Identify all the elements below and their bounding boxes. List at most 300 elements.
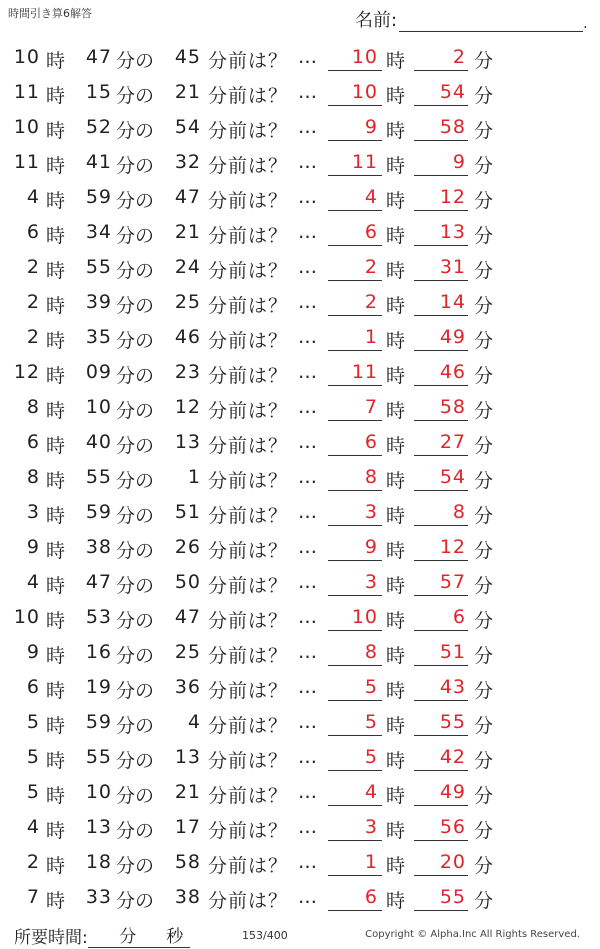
hour-unit: 時: [46, 575, 66, 597]
answer-minute: 56: [439, 816, 466, 838]
answer-hour: 3: [364, 816, 378, 838]
problem-minute: 15: [85, 81, 112, 103]
problem-hour: 9: [26, 536, 40, 558]
problem-row: [0, 670, 600, 705]
before-question: 分前は？: [208, 190, 289, 212]
elapsed-time-field: [14, 922, 190, 948]
hour-unit: 時: [46, 505, 66, 527]
subtract-minutes: 36: [174, 676, 201, 698]
answer-hour-underline: [328, 70, 382, 71]
problem-minute: 55: [85, 746, 112, 768]
answer-minute-unit: 分: [474, 680, 494, 702]
minutes-label: 分: [119, 927, 137, 947]
answer-hour-unit: 時: [386, 680, 406, 702]
answer-hour-underline: [328, 595, 382, 596]
ellipsis: …: [298, 746, 317, 768]
answer-minute: 8: [452, 501, 466, 523]
answer-hour-underline: [328, 910, 382, 911]
answer-minute-unit: 分: [474, 890, 494, 912]
answer-minute-underline: [414, 420, 468, 421]
problem-hour: 2: [26, 851, 40, 873]
before-question: 分前は？: [208, 890, 289, 912]
hour-unit: 時: [46, 750, 66, 772]
ellipsis: …: [298, 81, 317, 103]
problem-hour: 4: [26, 186, 40, 208]
answer-hour: 5: [364, 676, 378, 698]
answer-minute: 49: [439, 781, 466, 803]
minute-unit: 分の: [116, 365, 155, 387]
answer-hour-unit: 時: [386, 750, 406, 772]
answer-hour-unit: 時: [386, 400, 406, 422]
hour-unit: 時: [46, 435, 66, 457]
problem-row: [0, 320, 600, 355]
hour-unit: 時: [46, 645, 66, 667]
ellipsis: …: [298, 781, 317, 803]
ellipsis: …: [298, 186, 317, 208]
answer-minute-underline: [414, 525, 468, 526]
problem-minute: 10: [85, 781, 112, 803]
answer-minute: 54: [439, 466, 466, 488]
problem-minute: 35: [85, 326, 112, 348]
problem-hour: 5: [26, 746, 40, 768]
answer-minute: 20: [439, 851, 466, 873]
answer-minute-underline: [414, 770, 468, 771]
answer-minute-unit: 分: [474, 750, 494, 772]
hour-unit: 時: [46, 400, 66, 422]
problem-row: [0, 215, 600, 250]
worksheet-title: 時間引き算6解答: [8, 7, 92, 20]
minute-unit: 分の: [116, 715, 155, 737]
answer-hour: 6: [364, 431, 378, 453]
name-end-dot: .: [583, 16, 588, 32]
answer-hour-unit: 時: [386, 365, 406, 387]
ellipsis: …: [298, 466, 317, 488]
answer-hour-unit: 時: [386, 435, 406, 457]
name-field: [355, 6, 588, 32]
problem-list: [0, 40, 600, 915]
problem-hour: 10: [13, 116, 40, 138]
answer-hour-underline: [328, 175, 382, 176]
minute-unit: 分の: [116, 260, 155, 282]
subtract-minutes: 32: [174, 151, 201, 173]
minute-unit: 分の: [116, 855, 155, 877]
answer-hour: 8: [364, 466, 378, 488]
hour-unit: 時: [46, 260, 66, 282]
answer-minute-underline: [414, 105, 468, 106]
answer-minute-unit: 分: [474, 190, 494, 212]
answer-hour: 8: [364, 641, 378, 663]
answer-hour: 4: [364, 781, 378, 803]
problem-minute: 38: [85, 536, 112, 558]
ellipsis: …: [298, 151, 317, 173]
subtract-minutes: 1: [187, 466, 201, 488]
answer-minute-underline: [414, 840, 468, 841]
problem-row: [0, 495, 600, 530]
before-question: 分前は？: [208, 645, 289, 667]
before-question: 分前は？: [208, 155, 289, 177]
before-question: 分前は？: [208, 505, 289, 527]
page-number: 153/400: [242, 929, 288, 942]
answer-hour-unit: 時: [386, 610, 406, 632]
answer-hour: 9: [364, 536, 378, 558]
subtract-minutes: 38: [174, 886, 201, 908]
ellipsis: …: [298, 606, 317, 628]
subtract-minutes: 45: [174, 46, 201, 68]
minutes-blank: [88, 922, 142, 948]
answer-minute: 55: [439, 711, 466, 733]
answer-minute: 54: [439, 81, 466, 103]
answer-minute-underline: [414, 70, 468, 71]
subtract-minutes: 4: [187, 711, 201, 733]
before-question: 分前は？: [208, 85, 289, 107]
seconds-blank: [142, 922, 190, 948]
problem-row: [0, 390, 600, 425]
answer-minute: 51: [439, 641, 466, 663]
minute-unit: 分の: [116, 470, 155, 492]
answer-minute: 13: [439, 221, 466, 243]
answer-hour: 7: [364, 396, 378, 418]
answer-hour-underline: [328, 385, 382, 386]
hour-unit: 時: [46, 50, 66, 72]
answer-hour: 2: [364, 256, 378, 278]
problem-minute: 41: [85, 151, 112, 173]
answer-minute-unit: 分: [474, 785, 494, 807]
problem-minute: 52: [85, 116, 112, 138]
answer-hour: 6: [364, 886, 378, 908]
answer-hour-unit: 時: [386, 715, 406, 737]
answer-hour: 2: [364, 291, 378, 313]
subtract-minutes: 17: [174, 816, 201, 838]
ellipsis: …: [298, 256, 317, 278]
answer-minute-underline: [414, 875, 468, 876]
hour-unit: 時: [46, 820, 66, 842]
answer-minute-underline: [414, 560, 468, 561]
answer-hour-unit: 時: [386, 85, 406, 107]
answer-minute: 43: [439, 676, 466, 698]
answer-minute-unit: 分: [474, 155, 494, 177]
problem-row: [0, 75, 600, 110]
minute-unit: 分の: [116, 610, 155, 632]
problem-row: [0, 145, 600, 180]
answer-hour-underline: [328, 770, 382, 771]
ellipsis: …: [298, 431, 317, 453]
answer-hour-unit: 時: [386, 155, 406, 177]
subtract-minutes: 21: [174, 221, 201, 243]
answer-hour-underline: [328, 525, 382, 526]
hour-unit: 時: [46, 890, 66, 912]
problem-row: [0, 775, 600, 810]
before-question: 分前は？: [208, 120, 289, 142]
answer-minute: 27: [439, 431, 466, 453]
problem-row: [0, 250, 600, 285]
answer-hour-unit: 時: [386, 120, 406, 142]
problem-minute: 59: [85, 711, 112, 733]
before-question: 分前は？: [208, 855, 289, 877]
answer-minute-underline: [414, 490, 468, 491]
answer-hour-underline: [328, 875, 382, 876]
subtract-minutes: 13: [174, 746, 201, 768]
before-question: 分前は？: [208, 225, 289, 247]
answer-hour: 11: [351, 361, 378, 383]
problem-minute: 47: [85, 571, 112, 593]
answer-minute: 58: [439, 396, 466, 418]
subtract-minutes: 51: [174, 501, 201, 523]
subtract-minutes: 23: [174, 361, 201, 383]
answer-minute-underline: [414, 700, 468, 701]
ellipsis: …: [298, 571, 317, 593]
answer-hour: 11: [351, 151, 378, 173]
answer-hour: 1: [364, 851, 378, 873]
problem-hour: 8: [26, 466, 40, 488]
problem-minute: 18: [85, 851, 112, 873]
answer-hour: 1: [364, 326, 378, 348]
before-question: 分前は？: [208, 540, 289, 562]
minute-unit: 分の: [116, 85, 155, 107]
answer-minute-unit: 分: [474, 85, 494, 107]
hour-unit: 時: [46, 190, 66, 212]
answer-minute-underline: [414, 595, 468, 596]
ellipsis: …: [298, 501, 317, 523]
problem-minute: 59: [85, 501, 112, 523]
problem-minute: 55: [85, 256, 112, 278]
answer-minute-unit: 分: [474, 645, 494, 667]
problem-hour: 9: [26, 641, 40, 663]
answer-hour-unit: 時: [386, 50, 406, 72]
minute-unit: 分の: [116, 680, 155, 702]
answer-minute-underline: [414, 140, 468, 141]
before-question: 分前は？: [208, 610, 289, 632]
minute-unit: 分の: [116, 505, 155, 527]
before-question: 分前は？: [208, 365, 289, 387]
name-label: 名前:: [355, 10, 398, 31]
problem-minute: 47: [85, 46, 112, 68]
answer-minute-unit: 分: [474, 820, 494, 842]
problem-hour: 2: [26, 326, 40, 348]
ellipsis: …: [298, 711, 317, 733]
answer-minute-underline: [414, 805, 468, 806]
minute-unit: 分の: [116, 295, 155, 317]
answer-hour-unit: 時: [386, 505, 406, 527]
answer-minute-underline: [414, 665, 468, 666]
answer-minute-underline: [414, 910, 468, 911]
answer-minute-underline: [414, 455, 468, 456]
answer-minute-unit: 分: [474, 330, 494, 352]
answer-minute-underline: [414, 280, 468, 281]
ellipsis: …: [298, 116, 317, 138]
before-question: 分前は？: [208, 680, 289, 702]
problem-hour: 10: [13, 46, 40, 68]
answer-minute: 42: [439, 746, 466, 768]
answer-hour: 10: [351, 81, 378, 103]
hour-unit: 時: [46, 85, 66, 107]
problem-row: [0, 880, 600, 915]
problem-row: [0, 705, 600, 740]
minute-unit: 分の: [116, 645, 155, 667]
subtract-minutes: 25: [174, 291, 201, 313]
answer-minute: 46: [439, 361, 466, 383]
answer-minute-unit: 分: [474, 120, 494, 142]
minute-unit: 分の: [116, 890, 155, 912]
answer-hour: 6: [364, 221, 378, 243]
answer-hour-underline: [328, 805, 382, 806]
answer-hour-underline: [328, 315, 382, 316]
ellipsis: …: [298, 886, 317, 908]
answer-minute-unit: 分: [474, 365, 494, 387]
answer-minute-underline: [414, 245, 468, 246]
answer-minute: 14: [439, 291, 466, 313]
before-question: 分前は？: [208, 435, 289, 457]
answer-minute-underline: [414, 385, 468, 386]
subtract-minutes: 54: [174, 116, 201, 138]
before-question: 分前は？: [208, 470, 289, 492]
answer-hour-underline: [328, 630, 382, 631]
before-question: 分前は？: [208, 260, 289, 282]
problem-row: [0, 635, 600, 670]
minute-unit: 分の: [116, 225, 155, 247]
problem-hour: 2: [26, 256, 40, 278]
answer-hour-underline: [328, 840, 382, 841]
answer-minute-unit: 分: [474, 470, 494, 492]
answer-minute-underline: [414, 630, 468, 631]
ellipsis: …: [298, 851, 317, 873]
subtract-minutes: 24: [174, 256, 201, 278]
answer-minute-unit: 分: [474, 855, 494, 877]
problem-row: [0, 425, 600, 460]
problem-minute: 16: [85, 641, 112, 663]
answer-hour-underline: [328, 105, 382, 106]
answer-hour-unit: 時: [386, 820, 406, 842]
problem-row: [0, 845, 600, 880]
answer-minute: 9: [452, 151, 466, 173]
hour-unit: 時: [46, 680, 66, 702]
problem-row: [0, 110, 600, 145]
answer-minute: 49: [439, 326, 466, 348]
answer-hour: 4: [364, 186, 378, 208]
problem-hour: 2: [26, 291, 40, 313]
answer-hour-underline: [328, 560, 382, 561]
answer-hour-unit: 時: [386, 260, 406, 282]
ellipsis: …: [298, 221, 317, 243]
subtract-minutes: 26: [174, 536, 201, 558]
answer-hour-unit: 時: [386, 295, 406, 317]
hour-unit: 時: [46, 785, 66, 807]
minute-unit: 分の: [116, 785, 155, 807]
ellipsis: …: [298, 396, 317, 418]
seconds-label: 秒: [166, 927, 184, 947]
answer-hour: 5: [364, 746, 378, 768]
before-question: 分前は？: [208, 50, 289, 72]
ellipsis: …: [298, 676, 317, 698]
problem-row: [0, 740, 600, 775]
problem-minute: 39: [85, 291, 112, 313]
answer-minute-unit: 分: [474, 505, 494, 527]
problem-hour: 7: [26, 886, 40, 908]
problem-minute: 10: [85, 396, 112, 418]
answer-minute: 12: [439, 536, 466, 558]
problem-hour: 11: [13, 81, 40, 103]
hour-unit: 時: [46, 225, 66, 247]
answer-minute: 12: [439, 186, 466, 208]
minute-unit: 分の: [116, 750, 155, 772]
answer-minute: 55: [439, 886, 466, 908]
minute-unit: 分の: [116, 155, 155, 177]
problem-minute: 55: [85, 466, 112, 488]
problem-minute: 59: [85, 186, 112, 208]
answer-minute-unit: 分: [474, 540, 494, 562]
problem-hour: 6: [26, 221, 40, 243]
subtract-minutes: 47: [174, 186, 201, 208]
ellipsis: …: [298, 361, 317, 383]
hour-unit: 時: [46, 365, 66, 387]
problem-hour: 11: [13, 151, 40, 173]
problem-minute: 13: [85, 816, 112, 838]
hour-unit: 時: [46, 610, 66, 632]
answer-hour-underline: [328, 245, 382, 246]
answer-minute: 31: [439, 256, 466, 278]
answer-hour: 3: [364, 501, 378, 523]
before-question: 分前は？: [208, 715, 289, 737]
problem-row: [0, 40, 600, 75]
problem-hour: 4: [26, 816, 40, 838]
ellipsis: …: [298, 536, 317, 558]
problem-hour: 6: [26, 431, 40, 453]
name-blank-line: [399, 11, 583, 32]
answer-hour-underline: [328, 350, 382, 351]
elapsed-time-label: 所要時間:: [14, 928, 88, 948]
answer-minute-underline: [414, 210, 468, 211]
subtract-minutes: 21: [174, 81, 201, 103]
before-question: 分前は？: [208, 785, 289, 807]
hour-unit: 時: [46, 295, 66, 317]
answer-minute-unit: 分: [474, 715, 494, 737]
minute-unit: 分の: [116, 400, 155, 422]
hour-unit: 時: [46, 470, 66, 492]
answer-hour-underline: [328, 700, 382, 701]
answer-hour-unit: 時: [386, 855, 406, 877]
problem-row: [0, 810, 600, 845]
answer-minute: 57: [439, 571, 466, 593]
answer-hour-unit: 時: [386, 225, 406, 247]
answer-minute: 2: [452, 46, 466, 68]
before-question: 分前は？: [208, 330, 289, 352]
minute-unit: 分の: [116, 540, 155, 562]
problem-hour: 8: [26, 396, 40, 418]
answer-hour-unit: 時: [386, 785, 406, 807]
ellipsis: …: [298, 291, 317, 313]
answer-hour-unit: 時: [386, 540, 406, 562]
problem-row: [0, 530, 600, 565]
minute-unit: 分の: [116, 330, 155, 352]
hour-unit: 時: [46, 715, 66, 737]
answer-hour-unit: 時: [386, 575, 406, 597]
copyright-notice: Copyright © Alpha.Inc All Rights Reserved.: [365, 929, 580, 940]
answer-minute-underline: [414, 315, 468, 316]
subtract-minutes: 46: [174, 326, 201, 348]
problem-minute: 33: [85, 886, 112, 908]
answer-minute: 58: [439, 116, 466, 138]
answer-minute-underline: [414, 350, 468, 351]
problem-hour: 5: [26, 781, 40, 803]
before-question: 分前は？: [208, 295, 289, 317]
ellipsis: …: [298, 46, 317, 68]
answer-minute-unit: 分: [474, 260, 494, 282]
minute-unit: 分の: [116, 820, 155, 842]
answer-minute-unit: 分: [474, 295, 494, 317]
problem-minute: 19: [85, 676, 112, 698]
problem-hour: 4: [26, 571, 40, 593]
problem-row: [0, 565, 600, 600]
problem-row: [0, 600, 600, 635]
